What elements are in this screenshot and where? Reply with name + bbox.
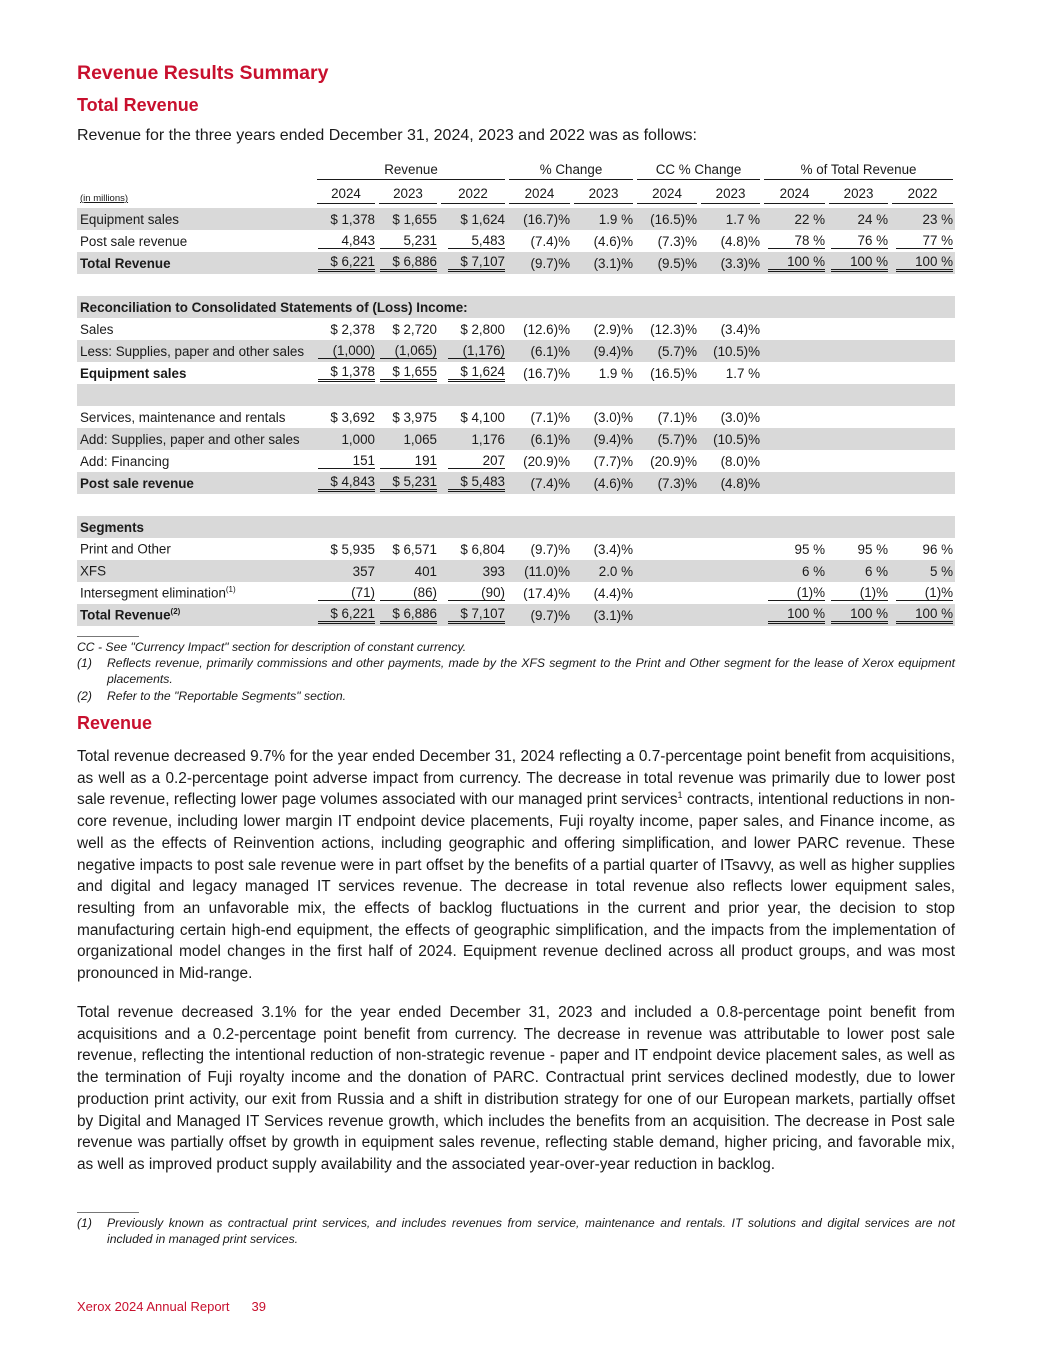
page-footer bbox=[77, 1299, 266, 1314]
cell-value: 1.9 % bbox=[598, 365, 634, 381]
cell-value bbox=[762, 472, 827, 494]
cell-value: (16.5)% bbox=[650, 365, 698, 381]
cell-value: (11.0)% bbox=[507, 560, 572, 582]
cell-value: (4.6)% bbox=[572, 472, 635, 494]
cell-value: (71) bbox=[315, 582, 377, 604]
cell-value: (16.5)% bbox=[635, 208, 699, 230]
cell-value bbox=[762, 428, 827, 450]
cell-value: $ 4,843 bbox=[315, 472, 377, 494]
cell-value: (20.9)% bbox=[650, 453, 698, 469]
cell-value: 5 % bbox=[890, 560, 955, 582]
cell-value: 151 bbox=[315, 450, 377, 472]
cell-value: (12.6)% bbox=[523, 321, 570, 337]
cell-value: 207 bbox=[439, 450, 507, 472]
cell-value bbox=[699, 604, 762, 626]
cell-value bbox=[762, 406, 827, 428]
cell-value: $ 2,378 bbox=[330, 321, 375, 337]
row-label: XFS bbox=[77, 560, 315, 582]
cell-value: (7.1)% bbox=[530, 409, 570, 425]
table-row bbox=[77, 472, 955, 494]
cell-value: $ 1,378 bbox=[315, 208, 377, 230]
row-label: Intersegment elimination$^{(1)}$ bbox=[80, 585, 236, 601]
cell-value: 191 bbox=[377, 450, 439, 472]
table-row bbox=[77, 450, 955, 472]
cell-value: 100 % bbox=[827, 604, 890, 626]
table-row bbox=[77, 340, 955, 362]
cell-value bbox=[762, 450, 827, 472]
cell-value: (9.7)% bbox=[507, 604, 572, 626]
cell-value bbox=[699, 560, 762, 582]
cell-value: 1,000 bbox=[315, 428, 377, 450]
cell-value bbox=[890, 362, 955, 384]
cell-value: 393 bbox=[439, 560, 507, 582]
cell-value: (1,000) bbox=[315, 340, 377, 362]
cell-value: (4.4)% bbox=[593, 585, 634, 601]
cell-value: 22 % bbox=[762, 208, 827, 230]
year-header: 2023 bbox=[827, 182, 890, 208]
cell-value: (10.5)% bbox=[699, 428, 762, 450]
cell-value: $ 1,624 bbox=[439, 208, 507, 230]
cell-value: 1,065 bbox=[377, 428, 439, 450]
group-header-pct-total: % of Total Revenue bbox=[762, 160, 955, 182]
row-label: Post sale revenue bbox=[80, 233, 188, 249]
row-label: Post sale revenue bbox=[77, 472, 315, 494]
cell-value bbox=[827, 362, 890, 384]
row-label: Equipment sales bbox=[80, 365, 187, 381]
cell-value: (9.5)% bbox=[635, 252, 699, 274]
cell-value: $ 6,886 bbox=[377, 252, 439, 274]
cell-value: (7.4)% bbox=[530, 233, 570, 249]
cell-value: $ 2,720 bbox=[392, 321, 437, 337]
cell-value: (1,065) bbox=[377, 340, 439, 362]
cell-value: (4.8)% bbox=[699, 472, 762, 494]
cell-value bbox=[635, 604, 699, 626]
cell-value: 1.7 % bbox=[699, 208, 762, 230]
cell-value: $ 6,571 bbox=[392, 541, 437, 557]
row-label: Less: Supplies, paper and other sales bbox=[77, 340, 315, 362]
cell-value: $ 5,231 bbox=[377, 472, 439, 494]
row-label: Sales bbox=[80, 321, 114, 337]
row-label: Services, maintenance and rentals bbox=[80, 409, 286, 425]
group-header-cc-pct-change: CC % Change bbox=[635, 160, 762, 182]
row-label: Total Revenue bbox=[77, 252, 315, 274]
cell-value: (3.1)% bbox=[572, 252, 635, 274]
cell-value bbox=[635, 538, 699, 560]
paragraph-2023: Total revenue decreased 3.1% for the year ended December 31, 2023 and included a 0.8-percentage point benefit from acquisitions and a 0.2-percentage point benefit from currency. The decrease in revenue was attributable to lower post sale revenue, reflecting the intentional reduction of non-strategic revenue - paper and IT endpoint device placement sales, as well as the termination of Fuji royalty income and the donation of PARC. Contractual print services declined modestly, due to lower production print activity, our exit from Russia and a shift in distribution strategy for one of our European markets, partially offset by Digital and Managed IT Services revenue growth, which includes the benefits from an acquisition. The decrease in Post sale revenue was partially offset by growth in equipment sales revenue, reflecting stable demand, higher pricing, and favorable mix, as well as improved product supply availability and the associated year-over-year reduction in backlog. bbox=[77, 1004, 955, 1173]
cell-value: 100 % bbox=[890, 252, 955, 274]
table-row bbox=[77, 582, 955, 604]
table-footnote-cc: CC - See "Currency Impact" section for description of constant currency. bbox=[77, 640, 467, 654]
table-footnote-1: (1) Reflects revenue, primarily commissions and other payments, made by the XFS segment to the Print and Other segment for the lease of Xerox equipment placements. bbox=[77, 656, 955, 686]
cell-value: 24 % bbox=[827, 208, 890, 230]
cell-value: 5,483 bbox=[439, 230, 507, 252]
spacer-row bbox=[77, 384, 955, 406]
cell-value: (5.7)% bbox=[635, 428, 699, 450]
cell-value: 2.0 % bbox=[572, 560, 635, 582]
cell-value: (86) bbox=[377, 582, 439, 604]
footnote-ref: (2) bbox=[170, 607, 181, 617]
cell-value: 76 % bbox=[827, 230, 890, 252]
cell-value bbox=[762, 362, 827, 384]
cell-value: (17.4)% bbox=[523, 585, 570, 601]
year-header: 2024 bbox=[315, 182, 377, 208]
cell-value: (7.7)% bbox=[593, 453, 634, 469]
table-row bbox=[77, 230, 955, 252]
cell-value: (6.1)% bbox=[507, 340, 572, 362]
cell-value: 23 % bbox=[890, 208, 955, 230]
page-footnote-divider bbox=[77, 1212, 139, 1213]
cell-value: 4,843 bbox=[315, 230, 377, 252]
cell-value: 100 % bbox=[827, 252, 890, 274]
footnote-divider bbox=[77, 636, 139, 637]
cell-value: (1)% bbox=[827, 582, 890, 604]
cell-value: (90) bbox=[439, 582, 507, 604]
year-header: 2024 bbox=[635, 182, 699, 208]
cell-value: $ 6,221 bbox=[315, 604, 377, 626]
cell-value bbox=[699, 538, 762, 560]
year-header: 2023 bbox=[699, 182, 762, 208]
table-row bbox=[77, 538, 955, 560]
cell-value: $ 1,655 bbox=[377, 362, 439, 384]
row-label: Print and Other bbox=[80, 541, 171, 557]
cell-value: (4.8)% bbox=[720, 233, 761, 249]
cell-value: (20.9)% bbox=[523, 453, 570, 469]
cell-value: (3.4)% bbox=[593, 541, 634, 557]
cell-value: (4.6)% bbox=[593, 233, 634, 249]
cell-value: $ 4,100 bbox=[460, 409, 505, 425]
cell-value: 100 % bbox=[762, 604, 827, 626]
cell-value: $ 6,886 bbox=[377, 604, 439, 626]
section-header-row bbox=[77, 296, 955, 318]
cell-value: (6.1)% bbox=[507, 428, 572, 450]
group-header-row bbox=[77, 160, 955, 182]
cell-value: $ 5,935 bbox=[330, 541, 375, 557]
section-header-label: Reconciliation to Consolidated Statements of (Loss) Income: bbox=[77, 296, 955, 318]
cell-value bbox=[762, 318, 827, 340]
table-row bbox=[77, 428, 955, 450]
year-header: 2022 bbox=[439, 182, 507, 208]
row-label: Add: Supplies, paper and other sales bbox=[77, 428, 315, 450]
cell-value bbox=[827, 428, 890, 450]
cell-value: (16.7)% bbox=[523, 365, 570, 381]
cell-value: (3.3)% bbox=[699, 252, 762, 274]
paragraph-2024: Total revenue decreased 9.7% for the year ended December 31, 2024 reflecting a 0.7-percentage point benefit from acquisitions, as well as a 0.2-percentage point adverse impact from currency. The decrease in total revenue was primarily due to lower post sale revenue, reflecting lower page volumes associated with our managed print services$^1$ contracts, intentional reductions in non-core revenue, including lower margin IT endpoint device placements, Fuji royalty income, paper sales, and Finance income, as well as the effects of Reinvention actions, including geographic and offering simplification, and lower PARC revenue. These negative impacts to post sale revenue were in part offset by the benefits of a partial quarter of ITsavvy, as well as higher supplies and digital and legacy managed IT services revenue. The decrease in total revenue also reflects lower equipment sales, resulting from an unfavorable mix, the effects of backlog fluctuations in the current and prior year, the decision to stop manufacturing certain high-end equipment, the effects of geographic simplification, and the impacts from the implementation of organizational model changes in the first half of 2024. Equipment revenue declined across all product groups, and was most pronounced in Mid-range. bbox=[77, 748, 955, 983]
cell-value bbox=[827, 450, 890, 472]
cell-value bbox=[635, 560, 699, 582]
cell-value: 78 % bbox=[762, 230, 827, 252]
cell-value: 1.7 % bbox=[725, 365, 761, 381]
cell-value: 100 % bbox=[762, 252, 827, 274]
cell-value: 1.9 % bbox=[572, 208, 635, 230]
cell-value: 95 % bbox=[857, 541, 889, 557]
cell-value: 5,231 bbox=[377, 230, 439, 252]
footnote-ref: 1 bbox=[677, 790, 683, 801]
table-row bbox=[77, 604, 955, 626]
cell-value: (2.9)% bbox=[593, 321, 634, 337]
intro-text: Revenue for the three years ended December 31, 2024, 2023 and 2022 was as follows: bbox=[77, 127, 697, 144]
spacer-row bbox=[77, 274, 955, 296]
year-header: 2022 bbox=[890, 182, 955, 208]
cell-value: (9.4)% bbox=[572, 340, 635, 362]
cell-value: $ 3,975 bbox=[392, 409, 437, 425]
cell-value: (5.7)% bbox=[635, 340, 699, 362]
cell-value bbox=[827, 318, 890, 340]
cell-value bbox=[890, 318, 955, 340]
table-row bbox=[77, 560, 955, 582]
cell-value bbox=[890, 340, 955, 362]
row-label: Total Revenue$^{(2)}$ bbox=[77, 604, 315, 626]
subsection-title: Total Revenue bbox=[77, 95, 199, 115]
cell-value: (1)% bbox=[890, 582, 955, 604]
cell-value: 96 % bbox=[922, 541, 954, 557]
cell-value bbox=[827, 406, 890, 428]
cell-value: $ 2,800 bbox=[460, 321, 505, 337]
footer-title: Xerox 2024 Annual Report bbox=[77, 1299, 230, 1314]
cell-value bbox=[827, 472, 890, 494]
revenue-heading: Revenue bbox=[77, 713, 153, 733]
year-header-row bbox=[77, 182, 955, 208]
cell-value: $ 1,655 bbox=[377, 208, 439, 230]
revenue-table bbox=[77, 160, 955, 626]
cell-value bbox=[635, 582, 699, 604]
row-label: Add: Financing bbox=[80, 453, 170, 469]
cell-value bbox=[699, 582, 762, 604]
units-label: (in millions) bbox=[80, 193, 129, 204]
year-header: 2024 bbox=[762, 182, 827, 208]
cell-value: 357 bbox=[315, 560, 377, 582]
cell-value: $ 7,107 bbox=[439, 252, 507, 274]
cell-value: (9.7)% bbox=[530, 541, 570, 557]
group-header-revenue: Revenue bbox=[315, 160, 507, 182]
section-header-label: Segments bbox=[77, 516, 955, 538]
cell-value: (1,176) bbox=[439, 340, 507, 362]
table-row bbox=[77, 252, 955, 274]
cell-value: 6 % bbox=[827, 560, 890, 582]
spacer-row bbox=[77, 494, 955, 516]
cell-value: (7.3)% bbox=[657, 233, 698, 249]
cell-value: (12.3)% bbox=[650, 321, 698, 337]
cell-value: (3.4)% bbox=[720, 321, 761, 337]
page-number: 39 bbox=[251, 1299, 266, 1314]
cell-value: $ 6,221 bbox=[315, 252, 377, 274]
cell-value: $ 7,107 bbox=[439, 604, 507, 626]
year-header: 2023 bbox=[572, 182, 635, 208]
cell-value: $ 3,692 bbox=[330, 409, 375, 425]
cell-value: (1)% bbox=[762, 582, 827, 604]
cell-value bbox=[827, 340, 890, 362]
cell-value: $ 6,804 bbox=[460, 541, 505, 557]
group-header-pct-change: % Change bbox=[507, 160, 635, 182]
cell-value: (16.7)% bbox=[507, 208, 572, 230]
cell-value bbox=[762, 340, 827, 362]
cell-value: 1,176 bbox=[439, 428, 507, 450]
cell-value: 77 % bbox=[890, 230, 955, 252]
cell-value bbox=[890, 472, 955, 494]
year-header: 2023 bbox=[377, 182, 439, 208]
section-header-row bbox=[77, 516, 955, 538]
cell-value: (9.7)% bbox=[507, 252, 572, 274]
cell-value: (7.3)% bbox=[635, 472, 699, 494]
cell-value: (3.1)% bbox=[572, 604, 635, 626]
cell-value: (7.4)% bbox=[507, 472, 572, 494]
cell-value: (10.5)% bbox=[699, 340, 762, 362]
cell-value: 95 % bbox=[794, 541, 826, 557]
year-header: 2024 bbox=[507, 182, 572, 208]
cell-value: (7.1)% bbox=[657, 409, 698, 425]
page-footnote-1: (1) Previously known as contractual print services, and includes revenues from service, maintenance and rentals. IT solutions and digital services are not included in managed print services. bbox=[77, 1216, 955, 1246]
table-footnote-2: (2) Refer to the "Reportable Segments" section. bbox=[77, 689, 346, 703]
cell-value: (3.0)% bbox=[593, 409, 634, 425]
cell-value: 100 % bbox=[890, 604, 955, 626]
table-row bbox=[77, 362, 955, 384]
cell-value: $ 1,378 bbox=[315, 362, 377, 384]
cell-value: $ 5,483 bbox=[439, 472, 507, 494]
cell-value bbox=[890, 428, 955, 450]
section-title: Revenue Results Summary bbox=[77, 62, 329, 84]
cell-value: 6 % bbox=[762, 560, 827, 582]
cell-value: 401 bbox=[377, 560, 439, 582]
cell-value: (3.0)% bbox=[720, 409, 761, 425]
table-row bbox=[77, 318, 955, 340]
footnote-ref: (1) bbox=[225, 585, 236, 595]
cell-value bbox=[890, 406, 955, 428]
table-row bbox=[77, 406, 955, 428]
table-row bbox=[77, 208, 955, 230]
row-label: Equipment sales bbox=[77, 208, 315, 230]
cell-value bbox=[890, 450, 955, 472]
cell-value: $ 1,624 bbox=[439, 362, 507, 384]
cell-value: (9.4)% bbox=[572, 428, 635, 450]
cell-value: (8.0)% bbox=[720, 453, 761, 469]
